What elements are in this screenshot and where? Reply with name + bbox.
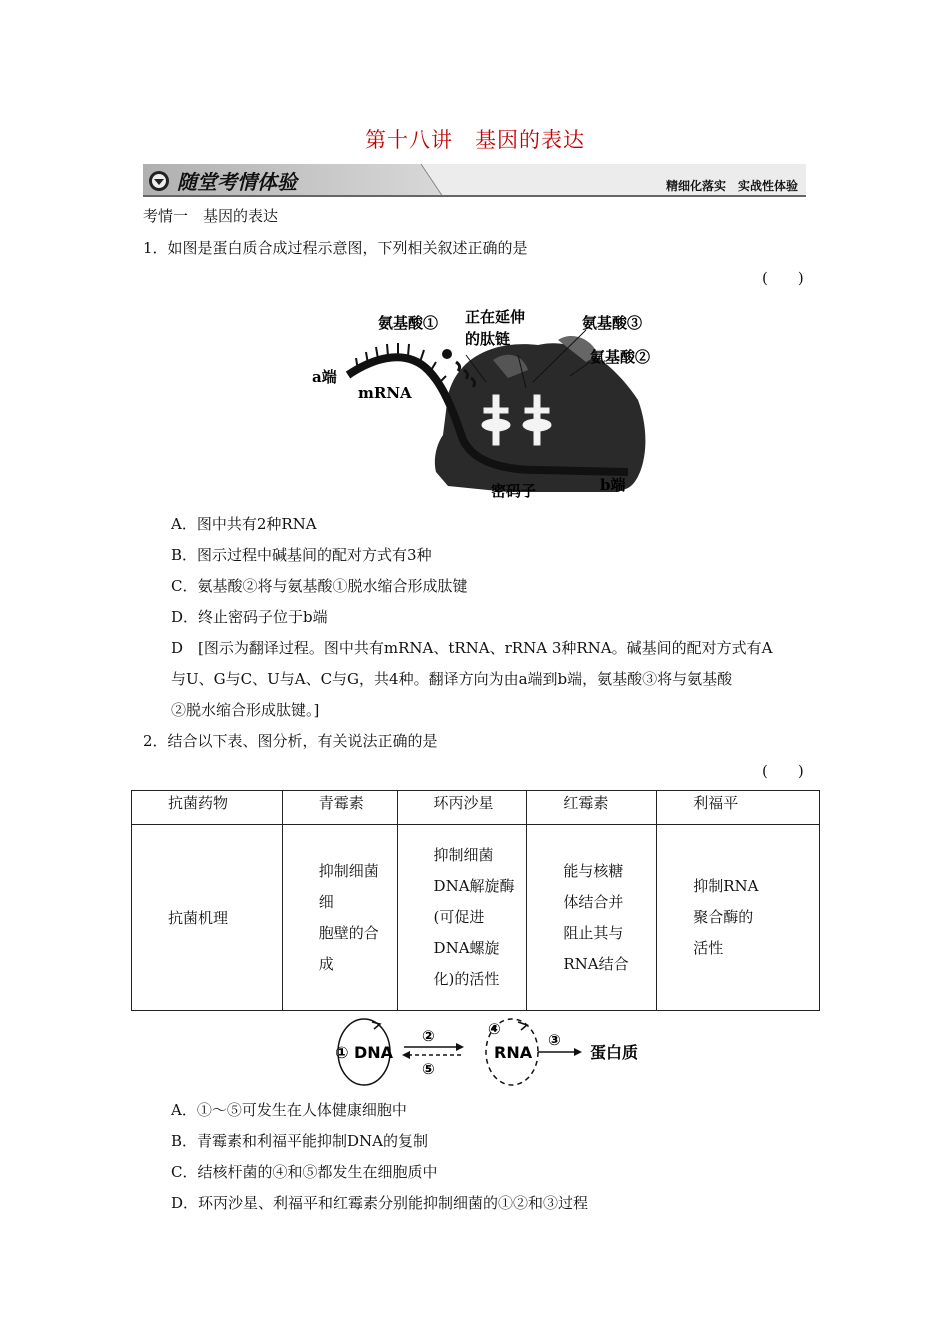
q1-answer-paren: ( ) — [762, 269, 804, 287]
page-title: 第十八讲 基因的表达 — [365, 128, 585, 152]
table-row — [132, 825, 820, 1011]
label-dna: DNA — [354, 1043, 394, 1062]
q1-option-b: B．图示过程中碱基间的配对方式有3种 — [171, 546, 432, 564]
q2-option-a: A．①～⑤可发生在人体健康细胞中 — [171, 1101, 407, 1119]
cell-rifampicin: 抑制RNA 聚合酶的 活性 — [657, 825, 820, 1011]
header-penicillin: 青霉素 — [282, 791, 397, 825]
label-amino-acid-2: 氨基酸② — [590, 348, 651, 366]
cell-penicillin: 抑制细菌 细 胞壁的合 成 — [282, 825, 397, 1011]
header-rifampicin: 利福平 — [657, 791, 820, 825]
amino-acid-1 — [442, 349, 452, 359]
antibiotic-table — [131, 790, 820, 1011]
section-heading: 考情一 基因的表达 — [143, 207, 279, 225]
section-banner — [143, 164, 806, 197]
label-step-2: ② — [422, 1027, 435, 1045]
label-rna: RNA — [494, 1043, 533, 1062]
label-amino-acid-3: 氨基酸③ — [582, 314, 643, 332]
q2-option-b: B．青霉素和利福平能抑制DNA的复制 — [171, 1132, 429, 1150]
q1-option-a: A．图中共有2种RNA — [171, 515, 317, 533]
q1-option-c: C．氨基酸②将与氨基酸①脱水缩合形成肽键 — [171, 577, 468, 595]
label-amino-acid-1: 氨基酸① — [378, 314, 439, 332]
q1-explanation-line-1: D [图示为翻译过程。图中共有mRNA、tRNA、rRNA 3种RNA。碱基间的配对方式有A — [171, 639, 773, 657]
q1-option-d: D．终止密码子位于b端 — [171, 608, 328, 626]
row-label-mechanism: 抗菌机理 — [132, 825, 283, 1011]
banner-title: 随堂考情体验 — [177, 170, 297, 194]
table-header-row — [132, 791, 820, 825]
label-step-5: ⑤ — [422, 1060, 435, 1078]
header-ciprofloxacin: 环丙沙星 — [397, 791, 527, 825]
q2-option-c: C．结核杆菌的④和⑤都发生在细胞质中 — [171, 1163, 438, 1181]
translation-figure — [308, 300, 668, 505]
q1-explanation-line-2: 与U、G与C、U与A、C与G，共4种。翻译方向为由a端到b端，氨基酸③将与氨基酸 — [171, 670, 733, 688]
banner-subtitle: 精细化落实 实战性体验 — [665, 179, 798, 193]
q1-stem: 1．如图是蛋白质合成过程示意图，下列相关叙述正确的是 — [143, 239, 528, 257]
label-protein: 蛋白质 — [590, 1043, 639, 1062]
q2-answer-paren: ( ) — [762, 762, 804, 780]
header-drug: 抗菌药物 — [132, 791, 283, 825]
label-step-3: ③ — [548, 1031, 561, 1049]
label-b-end: b端 — [600, 476, 626, 494]
q2-option-d: D．环丙沙星、利福平和红霉素分别能抑制细菌的①②和③过程 — [171, 1194, 589, 1212]
q1-explanation-line-3: ②脱水缩合形成肽键。] — [171, 701, 320, 719]
cell-erythromycin: 能与核糖 体结合并 阻止其与 RNA结合 — [527, 825, 657, 1011]
central-dogma-diagram — [330, 1014, 650, 1090]
label-step-1: ① — [335, 1043, 349, 1062]
header-erythromycin: 红霉素 — [527, 791, 657, 825]
label-step-4: ④ — [488, 1020, 501, 1038]
label-mrna: mRNA — [358, 384, 412, 402]
label-a-end: a端 — [312, 368, 337, 386]
label-codon: 密码子 — [491, 482, 537, 500]
q2-stem: 2．结合以下表、图分析，有关说法正确的是 — [143, 732, 438, 750]
cell-ciprofloxacin: 抑制细菌 DNA解旋酶 (可促进 DNA螺旋 化)的活性 — [397, 825, 527, 1011]
label-peptide-chain-1: 正在延伸 — [465, 308, 526, 326]
label-peptide-chain-2: 的肽链 — [465, 330, 511, 348]
